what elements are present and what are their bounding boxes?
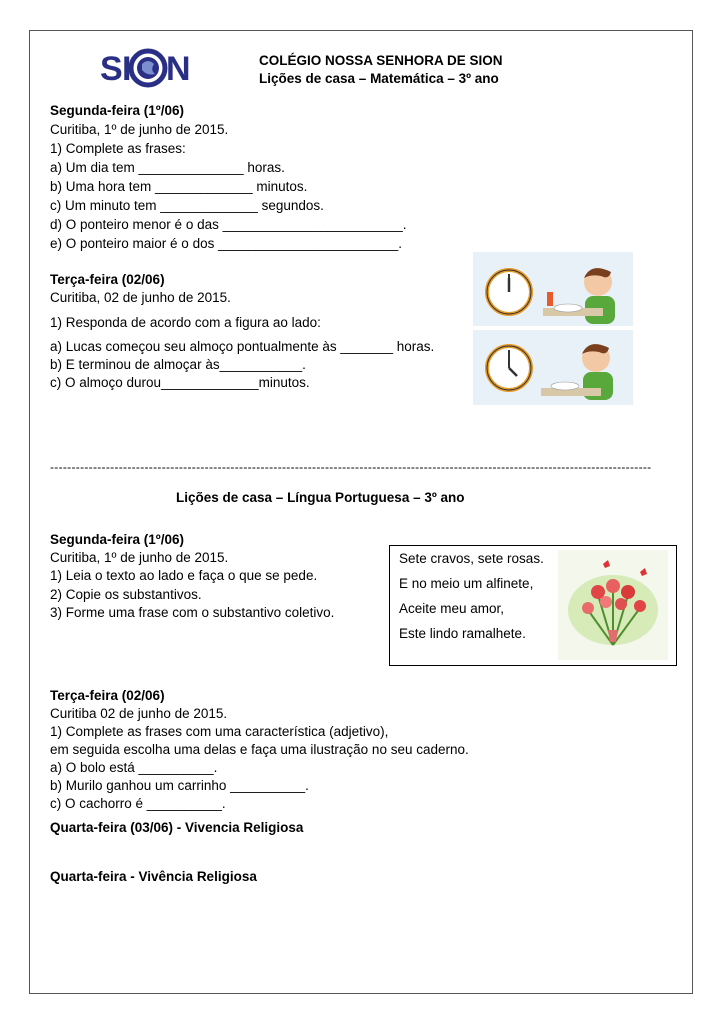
school-name: COLÉGIO NOSSA SENHORA DE SION bbox=[259, 53, 503, 68]
page-subtitle: Lições de casa – Matemática – 3º ano bbox=[259, 71, 499, 86]
lunch-clock-illustration bbox=[473, 252, 633, 405]
portuguese-heading: Lições de casa – Língua Portuguesa – 3º ano bbox=[176, 490, 465, 505]
math-monday-item-b: b) Uma hora tem _____________ minutos. bbox=[50, 179, 308, 194]
portuguese-monday-date: Curitiba, 1º de junho de 2015. bbox=[50, 550, 229, 565]
math-monday-item-d: d) O ponteiro menor é o das ________________________. bbox=[50, 217, 407, 232]
math-tuesday-title: Terça-feira (02/06) bbox=[50, 272, 165, 287]
math-tuesday-item-c: c) O almoço durou_____________minutos. bbox=[50, 375, 310, 390]
portuguese-monday-item-2: 2) Copie os substantivos. bbox=[50, 587, 202, 602]
portuguese-tuesday-instruction: 1) Complete as frases com uma característica (adjetivo), bbox=[50, 724, 389, 739]
math-monday-item-e: e) O ponteiro maior é o dos ________________________. bbox=[50, 236, 403, 251]
portuguese-monday-item-3: 3) Forme uma frase com o substantivo coletivo. bbox=[50, 605, 335, 620]
poem-box bbox=[389, 545, 677, 666]
portuguese-tuesday-item-a: a) O bolo está __________. bbox=[50, 760, 218, 775]
poem-line-1: Sete cravos, sete rosas. bbox=[399, 551, 544, 566]
section-separator: -------------------------------------------------------------------------------------------------------------------------------------------- bbox=[50, 460, 652, 474]
math-monday-item-c: c) Um minuto tem _____________ segundos. bbox=[50, 198, 324, 213]
poem-line-3: Aceite meu amor, bbox=[399, 601, 505, 616]
school-logo bbox=[100, 44, 196, 90]
portuguese-tuesday-instruction-2: em seguida escolha uma delas e faça uma ilustração no seu caderno. bbox=[50, 742, 469, 757]
math-monday-date: Curitiba, 1º de junho de 2015. bbox=[50, 122, 229, 137]
portuguese-monday-item-1: 1) Leia o texto ao lado e faça o que se pede. bbox=[50, 568, 318, 583]
math-tuesday-instruction: 1) Responda de acordo com a figura ao lado: bbox=[50, 315, 321, 330]
portuguese-tuesday-item-b: b) Murilo ganhou um carrinho __________. bbox=[50, 778, 309, 793]
bouquet-illustration bbox=[558, 550, 668, 660]
svg-text:S: S bbox=[100, 50, 123, 88]
portuguese-tuesday-title: Terça-feira (02/06) bbox=[50, 688, 165, 703]
portuguese-monday-title: Segunda-feira (1º/06) bbox=[50, 532, 184, 547]
math-monday-title: Segunda-feira (1º/06) bbox=[50, 103, 184, 118]
wednesday-heading-2: Quarta-feira - Vivência Religiosa bbox=[50, 869, 257, 884]
portuguese-tuesday-date: Curitiba 02 de junho de 2015. bbox=[50, 706, 228, 721]
portuguese-tuesday-item-c: c) O cachorro é __________. bbox=[50, 796, 226, 811]
math-tuesday-date: Curitiba, 02 de junho de 2015. bbox=[50, 290, 231, 305]
poem-line-4: Este lindo ramalhete. bbox=[399, 626, 526, 641]
math-tuesday-item-a: a) Lucas começou seu almoço pontualmente às _______ horas. bbox=[50, 339, 435, 354]
math-monday-instruction: 1) Complete as frases: bbox=[50, 141, 186, 156]
svg-text:I: I bbox=[122, 50, 132, 88]
wednesday-heading-1: Quarta-feira (03/06) - Vivencia Religiosa bbox=[50, 820, 304, 835]
math-tuesday-item-b: b) E terminou de almoçar às___________. bbox=[50, 357, 306, 372]
svg-text:N: N bbox=[166, 50, 191, 88]
poem-line-2: E no meio um alfinete, bbox=[399, 576, 534, 591]
math-monday-item-a: a) Um dia tem ______________ horas. bbox=[50, 160, 285, 175]
